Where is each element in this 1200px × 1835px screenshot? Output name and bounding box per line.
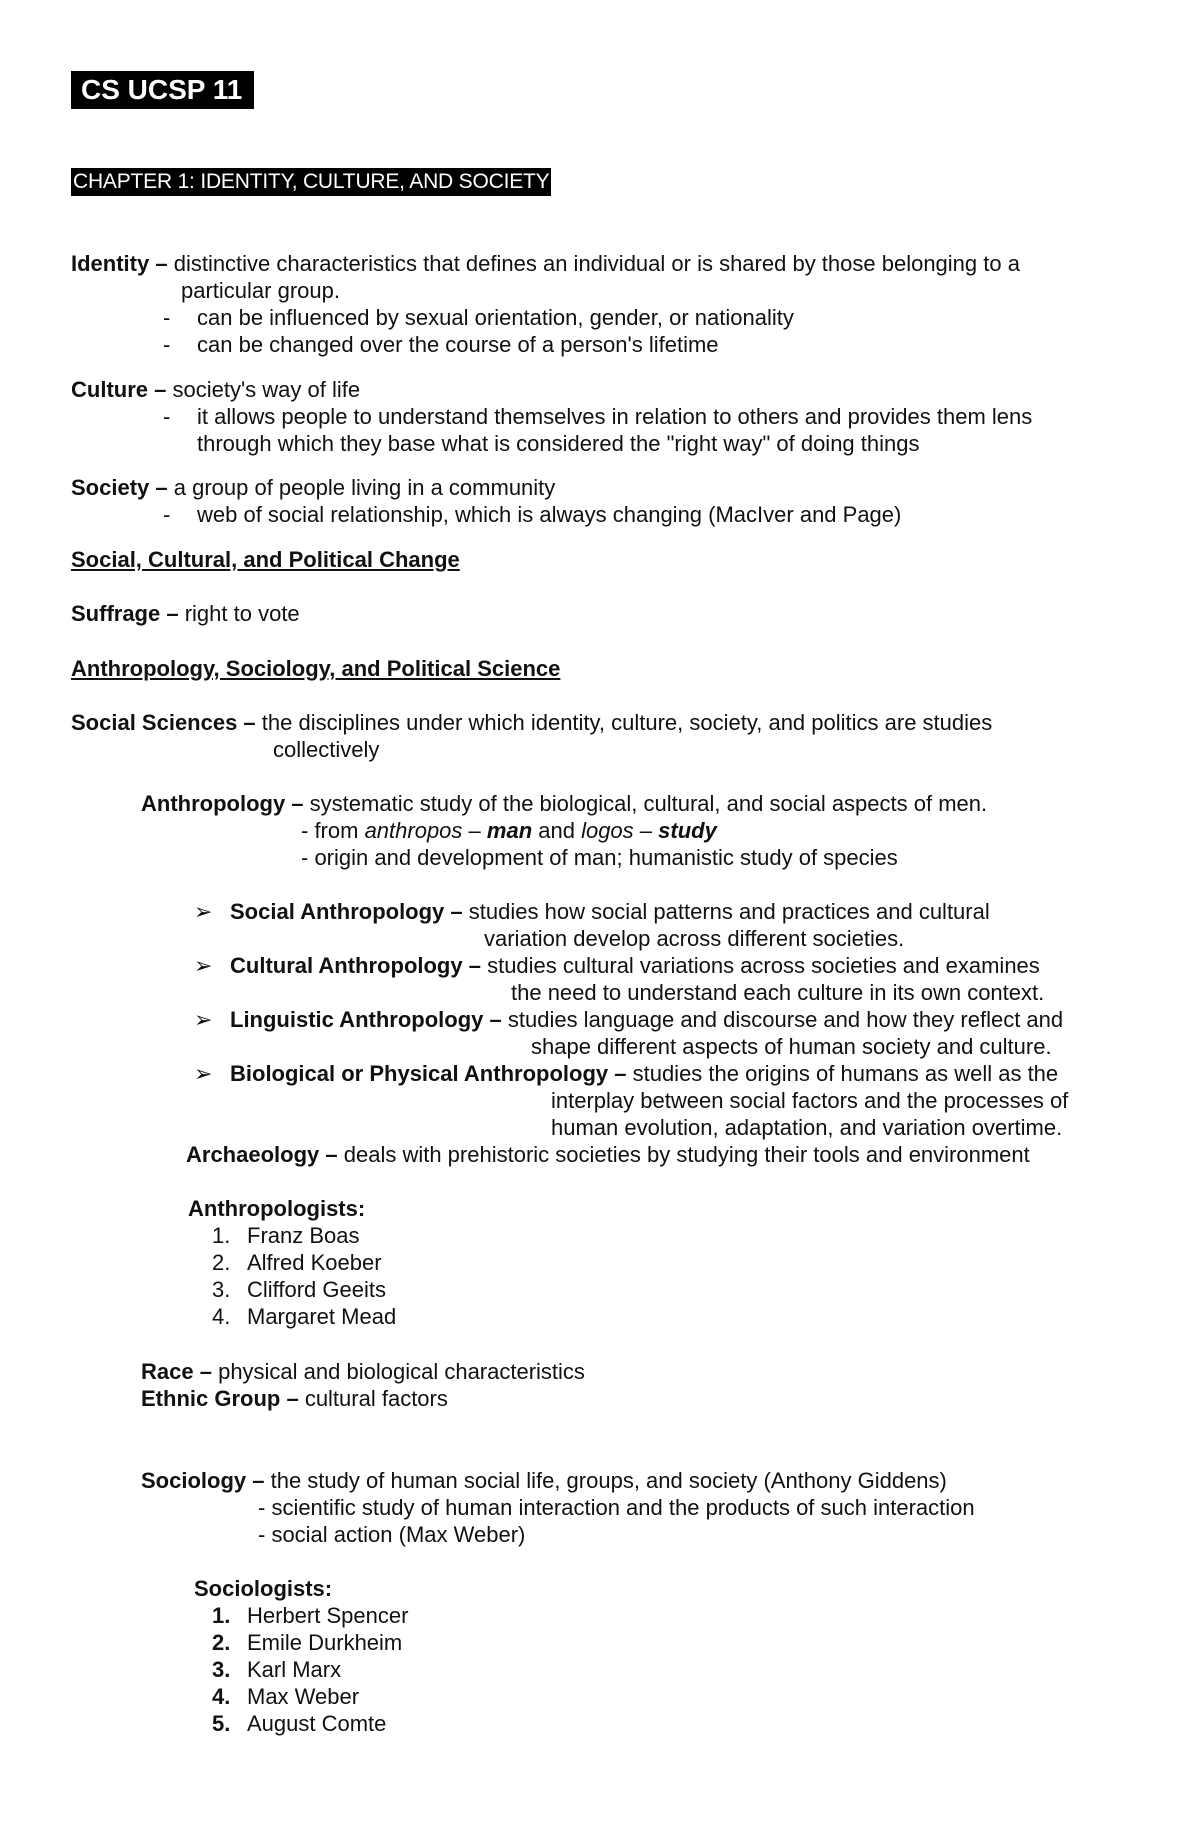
anthropologists-heading-text: Anthropologists: xyxy=(188,1196,366,1221)
course-title xyxy=(71,71,254,109)
society-term: Society – xyxy=(71,475,168,500)
identity-term: Identity – xyxy=(71,251,168,276)
branch-line1: studies how social patterns and practices and cultural xyxy=(468,899,990,924)
sociology-line2: - scientific study of human interaction and the products of such interaction xyxy=(258,1495,975,1520)
list-item xyxy=(212,1276,386,1303)
anthropology-etymology xyxy=(301,817,717,844)
branch-line2: the need to understand each culture in its own context. xyxy=(511,980,1045,1005)
branch-biological-anthropology xyxy=(230,1060,1058,1087)
sociologist-name: Karl Marx xyxy=(247,1657,342,1682)
archaeology-term: Archaeology – xyxy=(186,1142,338,1167)
identity-def-line2: particular group. xyxy=(181,278,340,303)
branch-social-anthropology xyxy=(230,898,990,925)
society-bullet xyxy=(163,501,902,528)
arrow-bullet-icon: ➢ xyxy=(194,1007,213,1032)
sociology-def: the study of human social life, groups, and society (Anthony Giddens) xyxy=(270,1468,947,1493)
list-number: 3. xyxy=(212,1277,231,1302)
identity-bullet-1 xyxy=(163,304,794,331)
sociology-line3: - social action (Max Weber) xyxy=(258,1522,526,1547)
etymology-anthropos: anthropos xyxy=(364,818,463,843)
list-item xyxy=(212,1710,387,1737)
branch-cultural-anthropology xyxy=(230,952,1040,979)
culture-bullet xyxy=(163,403,1033,430)
archaeology-definition xyxy=(186,1141,1030,1168)
suffrage-term: Suffrage – xyxy=(71,601,179,626)
etymology-logos: logos xyxy=(581,818,634,843)
course-code: CS UCSP 11 xyxy=(71,71,254,109)
anthropology-def: systematic study of the biological, cultural, and social aspects of men. xyxy=(309,791,988,816)
sociologist-name: August Comte xyxy=(247,1711,387,1736)
social-sciences-term: Social Sciences – xyxy=(71,710,256,735)
branch-line1: studies language and discourse and how they reflect and xyxy=(507,1007,1064,1032)
culture-term: Culture – xyxy=(71,377,167,402)
society-bullet-text: web of social relationship, which is always changing (MacIver and Page) xyxy=(197,502,902,527)
identity-bullet-2 xyxy=(163,331,719,358)
etymology-dash: – xyxy=(633,818,659,843)
section-heading-disciplines: Anthropology, Sociology, and Political Science xyxy=(71,656,561,681)
culture-def-line1: society's way of life xyxy=(172,377,361,402)
branch-term: Linguistic Anthropology – xyxy=(230,1007,502,1032)
anthropology-definition xyxy=(141,790,987,817)
branch-line2: interplay between social factors and the processes of xyxy=(551,1088,1069,1113)
section-heading-change: Social, Cultural, and Political Change xyxy=(71,547,460,572)
etymology-dash: – xyxy=(462,818,487,843)
chapter-heading xyxy=(71,167,551,196)
branch-linguistic-anthropology xyxy=(230,1006,1063,1033)
bullet-dash: - xyxy=(163,502,171,527)
identity-bullet-text: can be influenced by sexual orientation, gender, or nationality xyxy=(197,305,794,330)
anthropologist-name: Clifford Geeits xyxy=(247,1277,386,1302)
society-definition xyxy=(71,474,555,501)
list-number: 3. xyxy=(212,1657,231,1682)
etymology-and: and xyxy=(532,818,582,843)
list-number: 4. xyxy=(212,1684,231,1709)
list-number: 2. xyxy=(212,1630,231,1655)
suffrage-definition xyxy=(71,600,300,627)
society-def-line1: a group of people living in a community xyxy=(173,475,556,500)
sociologist-name: Herbert Spencer xyxy=(247,1603,409,1628)
sociologists-heading xyxy=(194,1575,332,1602)
bullet-dash: - xyxy=(163,404,171,429)
branch-line2: shape different aspects of human society and culture. xyxy=(531,1034,1052,1059)
race-term: Race – xyxy=(141,1359,212,1384)
archaeology-def: deals with prehistoric societies by studying their tools and environment xyxy=(343,1142,1030,1167)
identity-definition xyxy=(71,250,1020,277)
sociologists-heading-text: Sociologists: xyxy=(194,1576,333,1601)
sociologist-name: Max Weber xyxy=(247,1684,360,1709)
arrow-bullet-icon: ➢ xyxy=(194,899,213,924)
list-number: 2. xyxy=(212,1250,231,1275)
list-number: 4. xyxy=(212,1304,231,1329)
list-item xyxy=(212,1249,382,1276)
anthropologists-heading xyxy=(188,1195,365,1222)
arrow-bullet-icon: ➢ xyxy=(194,1061,213,1086)
list-number: 1. xyxy=(212,1223,231,1248)
branch-line3: human evolution, adaptation, and variation overtime. xyxy=(551,1115,1063,1140)
list-item xyxy=(212,1602,409,1629)
list-number: 5. xyxy=(212,1711,231,1736)
etymology-man: man xyxy=(486,818,533,843)
list-item xyxy=(212,1656,342,1683)
social-sciences-line2: collectively xyxy=(273,737,380,762)
anthropologist-name: Franz Boas xyxy=(247,1223,360,1248)
list-item xyxy=(212,1303,397,1330)
branch-term: Cultural Anthropology – xyxy=(230,953,481,978)
sociology-definition xyxy=(141,1467,947,1494)
etymology-study: study xyxy=(658,818,717,843)
sociologist-name: Emile Durkheim xyxy=(247,1630,403,1655)
list-item xyxy=(212,1629,403,1656)
bullet-dash: - xyxy=(163,305,171,330)
ethnic-term: Ethnic Group – xyxy=(141,1386,299,1411)
race-definition xyxy=(141,1358,585,1385)
branch-line2: variation develop across different societies. xyxy=(484,926,905,951)
social-sciences-line1: the disciplines under which identity, culture, society, and politics are studies xyxy=(261,710,993,735)
anthropologist-name: Alfred Koeber xyxy=(247,1250,382,1275)
list-item xyxy=(212,1683,360,1710)
culture-bullet-line2: through which they base what is considered the "right way" of doing things xyxy=(197,431,920,456)
list-number: 1. xyxy=(212,1603,231,1628)
branch-line1: studies the origins of humans as well as the xyxy=(632,1061,1059,1086)
culture-bullet-line1: it allows people to understand themselves in relation to others and provides them lens xyxy=(197,404,1033,429)
anthropology-term: Anthropology – xyxy=(141,791,304,816)
ethnic-group-definition xyxy=(141,1385,448,1412)
sociology-term: Sociology – xyxy=(141,1468,265,1493)
race-def: physical and biological characteristics xyxy=(218,1359,585,1384)
bullet-dash: - xyxy=(163,332,171,357)
list-item xyxy=(212,1222,360,1249)
arrow-bullet-icon: ➢ xyxy=(194,953,213,978)
social-sciences-definition xyxy=(71,709,992,736)
ethnic-def: cultural factors xyxy=(304,1386,448,1411)
identity-bullet-text: can be changed over the course of a person's lifetime xyxy=(197,332,719,357)
branch-line1: studies cultural variations across societies and examines xyxy=(487,953,1040,978)
identity-def-line1: distinctive characteristics that defines an individual or is shared by those belonging to a xyxy=(173,251,1020,276)
chapter-title: CHAPTER 1: IDENTITY, CULTURE, AND SOCIETY xyxy=(71,168,551,196)
culture-definition xyxy=(71,376,360,403)
etymology-from: - from xyxy=(301,818,365,843)
branch-term: Biological or Physical Anthropology – xyxy=(230,1061,627,1086)
anthropology-origin: - origin and development of man; humanistic study of species xyxy=(301,845,898,870)
anthropologist-name: Margaret Mead xyxy=(247,1304,397,1329)
suffrage-def: right to vote xyxy=(184,601,300,626)
branch-term: Social Anthropology – xyxy=(230,899,463,924)
